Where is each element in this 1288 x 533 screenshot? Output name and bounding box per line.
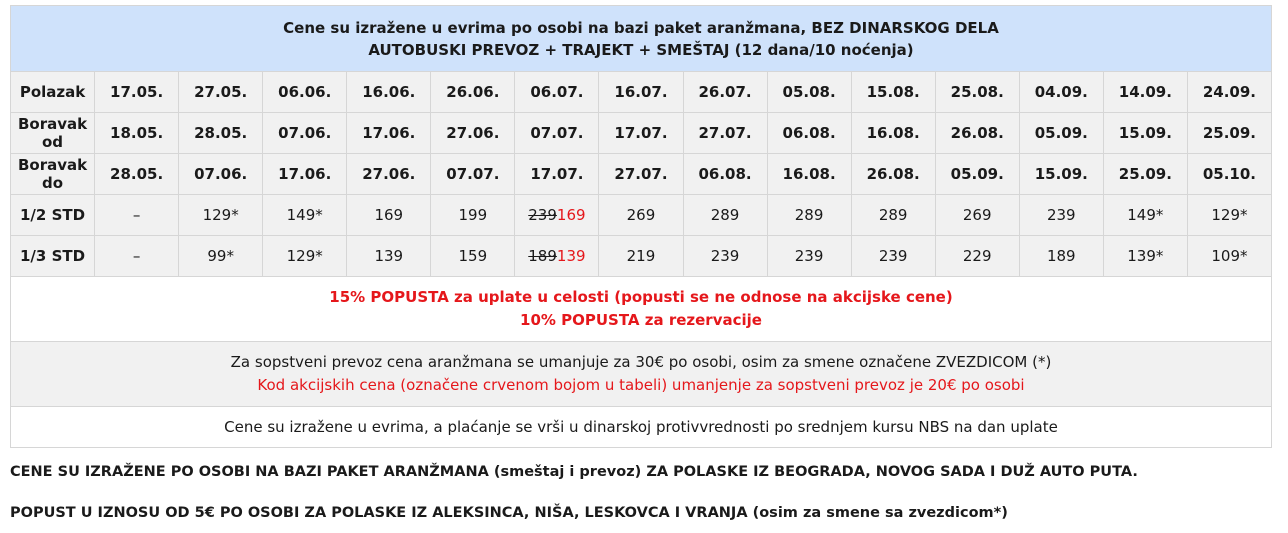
row-label: Polazak: [11, 72, 95, 113]
table-cell: 16.08.: [767, 154, 851, 195]
table-cell: 16.08.: [851, 113, 935, 154]
table-cell: 24.09.: [1187, 72, 1271, 113]
price: 169: [374, 206, 404, 224]
table-cell: [599, 195, 683, 236]
price: 199: [458, 206, 488, 224]
price: 289: [878, 206, 908, 224]
price: 159: [458, 247, 488, 265]
table-cell: [347, 236, 431, 277]
old-price: 239: [528, 206, 557, 224]
table-cell: [683, 195, 767, 236]
discount-row: [11, 277, 1272, 342]
transport-row: [11, 342, 1272, 407]
table-cell: 05.08.: [767, 72, 851, 113]
table-cell: 27.05.: [179, 72, 263, 113]
discount-line-2: 10% POPUSTA za rezervacije: [520, 311, 762, 329]
table-cell: [95, 236, 179, 277]
table-cell: 17.07.: [515, 154, 599, 195]
price: 219: [626, 247, 656, 265]
table-cell: [1103, 236, 1187, 277]
transport-line-2: Kod akcijskih cena (označene crvenom bojom u tabeli) umanjenje za sopstveni prevoz je 20€ po osobi: [257, 376, 1025, 394]
price: 189: [1046, 247, 1076, 265]
table-cell: 28.05.: [179, 113, 263, 154]
table-cell: [935, 195, 1019, 236]
transport-note: [11, 342, 1272, 407]
table-cell: [935, 236, 1019, 277]
price: 269: [626, 206, 656, 224]
table-cell: 27.06.: [347, 154, 431, 195]
table-cell: 05.09.: [935, 154, 1019, 195]
table-cell: [95, 195, 179, 236]
header-line-1: Cene su izražene u evrima po osobi na bazi paket aranžmana, BEZ DINARSKOG DELA: [283, 18, 999, 37]
table-cell: 07.07.: [431, 154, 515, 195]
table-cell: 17.06.: [347, 113, 431, 154]
table-cell: [431, 236, 515, 277]
table-cell: 06.08.: [683, 154, 767, 195]
currency-note: Cene su izražene u evrima, a plaćanje se vrši u dinarskoj protivvrednosti po srednjem kursu NBS na dan uplate: [11, 407, 1272, 448]
row-boravak-od: [11, 113, 1272, 154]
price: 99*: [207, 247, 234, 265]
promo-price: 139: [556, 247, 586, 265]
table-cell: 07.06.: [179, 154, 263, 195]
old-price: 189: [528, 247, 557, 265]
discount-note: [11, 277, 1272, 342]
table-cell: 16.07.: [599, 72, 683, 113]
row-label: 1/3 STD: [11, 236, 95, 277]
table-cell: 17.05.: [95, 72, 179, 113]
table-header: [11, 6, 1272, 72]
table-cell: 04.09.: [1019, 72, 1103, 113]
row-polazak: [11, 72, 1272, 113]
table-cell: 15.08.: [851, 72, 935, 113]
price: 289: [794, 206, 824, 224]
currency-row: [11, 407, 1272, 448]
table-cell: 05.10.: [1187, 154, 1271, 195]
price: 129*: [286, 247, 323, 265]
price: 239: [878, 247, 908, 265]
table-cell: 25.08.: [935, 72, 1019, 113]
table-header-row: [11, 6, 1272, 72]
table-cell: [1187, 236, 1271, 277]
transport-line-1: Za sopstveni prevoz cena aranžmana se umanjuje za 30€ po osobi, osim za smene označene ZVEZDICOM (*): [230, 353, 1052, 371]
table-cell: [1103, 195, 1187, 236]
table-cell: [767, 236, 851, 277]
table-cell: 05.09.: [1019, 113, 1103, 154]
price: 239: [710, 247, 740, 265]
price: 139*: [1127, 247, 1164, 265]
table-cell: [1187, 195, 1271, 236]
price: 239: [794, 247, 824, 265]
table-cell: 17.06.: [263, 154, 347, 195]
row-half-std: [11, 195, 1272, 236]
table-cell: 07.07.: [515, 113, 599, 154]
price: –: [132, 247, 141, 265]
price: 129*: [202, 206, 239, 224]
table-cell: [767, 195, 851, 236]
table-cell: 28.05.: [95, 154, 179, 195]
table-cell: [263, 195, 347, 236]
row-boravak-do: [11, 154, 1272, 195]
table-cell: 14.09.: [1103, 72, 1187, 113]
table-cell: [179, 236, 263, 277]
table-cell: [1019, 236, 1103, 277]
table-cell: 27.07.: [599, 154, 683, 195]
table-cell: 07.06.: [263, 113, 347, 154]
table-cell: [599, 236, 683, 277]
row-label: 1/2 STD: [11, 195, 95, 236]
table-cell: 26.07.: [683, 72, 767, 113]
price: 149*: [1127, 206, 1164, 224]
price: 149*: [286, 206, 323, 224]
footer-note-1: CENE SU IZRAŽENE PO OSOBI NA BAZI PAKET ARANŽMANA (smeštaj i prevoz) ZA POLASKE IZ BEOGRADA, NOVOG SADA I DUŽ AUTO PUTA.: [10, 464, 1138, 480]
row-label: Boravak od: [11, 113, 95, 154]
table-cell: [263, 236, 347, 277]
discount-line-1: 15% POPUSTA za uplate u celosti (popusti se ne odnose na akcijske cene): [329, 288, 953, 306]
table-cell: 27.06.: [431, 113, 515, 154]
table-cell: 27.07.: [683, 113, 767, 154]
promo-price: 169: [556, 206, 586, 224]
price: 129*: [1211, 206, 1248, 224]
price: 269: [962, 206, 992, 224]
price: –: [132, 206, 141, 224]
price: 289: [710, 206, 740, 224]
row-label: Boravak do: [11, 154, 95, 195]
table-cell: 25.09.: [1103, 154, 1187, 195]
table-cell: [179, 195, 263, 236]
table-cell: 15.09.: [1103, 113, 1187, 154]
table-cell: [347, 195, 431, 236]
footer-note-2: POPUST U IZNOSU OD 5€ PO OSOBI ZA POLASKE IZ ALEKSINCA, NIŠA, LESKOVCA I VRANJA (osim za smene sa zvezdicom*): [10, 505, 1008, 521]
table-cell: 06.08.: [767, 113, 851, 154]
table-cell: 16.06.: [347, 72, 431, 113]
table-cell: 25.09.: [1187, 113, 1271, 154]
price: 239: [1046, 206, 1076, 224]
price: 109*: [1211, 247, 1248, 265]
table-cell: 06.06.: [263, 72, 347, 113]
table-cell: 15.09.: [1019, 154, 1103, 195]
table-cell: 26.08.: [935, 113, 1019, 154]
table-cell: [515, 236, 599, 277]
table-cell: [683, 236, 767, 277]
row-third-std: [11, 236, 1272, 277]
table-cell: 17.07.: [599, 113, 683, 154]
table-cell: [1019, 195, 1103, 236]
table-cell: 26.06.: [431, 72, 515, 113]
price-table: [10, 5, 1272, 448]
table-cell: [851, 236, 935, 277]
price: 229: [962, 247, 992, 265]
table-cell: [431, 195, 515, 236]
table-cell: 06.07.: [515, 72, 599, 113]
table-cell: [851, 195, 935, 236]
table-cell: [515, 195, 599, 236]
table-cell: 18.05.: [95, 113, 179, 154]
price: 139: [374, 247, 404, 265]
header-line-2: AUTOBUSKI PREVOZ + TRAJEKT + SMEŠTAJ (12 dana/10 noćenja): [368, 40, 914, 59]
table-cell: 26.08.: [851, 154, 935, 195]
